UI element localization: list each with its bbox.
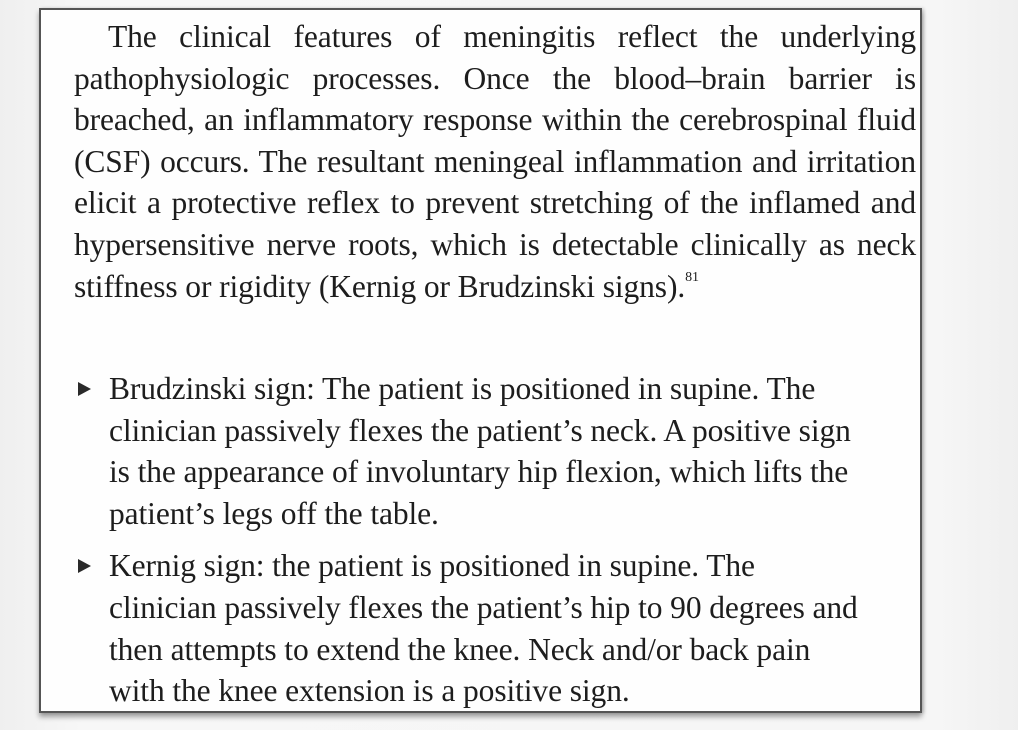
intro-paragraph [74, 16, 916, 307]
kernig-sign-text: Kernig sign: the patient is positioned in supine. The clinician passively flexes the patient’s hip to 90 degrees and then attempts to extend the knee. Neck and/or back pain with the knee extension is a positive sign. [109, 548, 858, 709]
signs-list [68, 368, 868, 712]
intro-paragraph-text: The clinical features of meningitis reflect the underlying pathophysiologic processes. Once the blood–brain barrier is breached, an inflammatory response within the cerebrospinal fluid (CSF) occurs. The resultant meningeal inflammation and irritation elicit a protective reflex to prevent stretching of the inflamed and hypersensitive nerve roots, which is detectable clinically as neck stiffness or rigidity (Kernig or Brudzinski signs). [74, 19, 916, 304]
bullet-triangle-icon [78, 382, 91, 396]
list-item-kernig-sign [68, 545, 868, 711]
list-item-brudzinski-sign [68, 368, 868, 534]
citation-superscript: 81 [685, 270, 699, 286]
text-card [39, 8, 922, 713]
brudzinski-sign-text: Brudzinski sign: The patient is positioned in supine. The clinician passively flexes the patient’s neck. A positive sign is the appearance of involuntary hip flexion, which lifts the patient’s legs off the table. [109, 371, 851, 531]
bullet-triangle-icon [78, 559, 91, 573]
